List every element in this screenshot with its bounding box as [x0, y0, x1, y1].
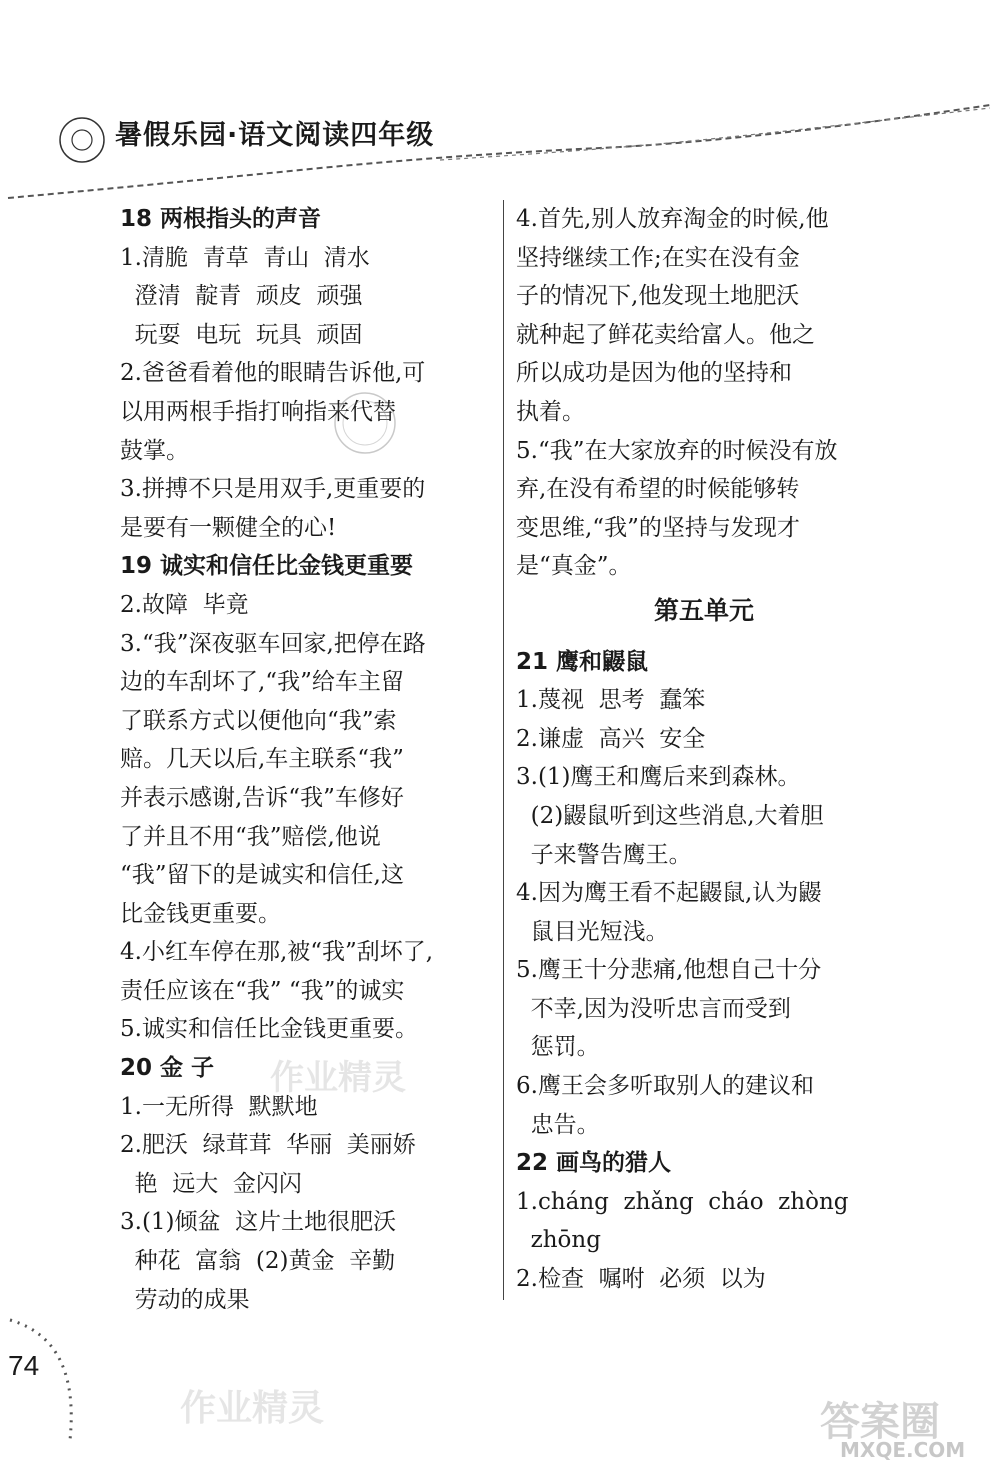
answer-line: 5.鹰王十分悲痛,他想自己十分 [516, 957, 822, 984]
answer-line: 边的车刮坏了,“我”给车主留 [120, 669, 404, 696]
answer-line: 责任应该在“我” “我”的诚实 [120, 977, 405, 1004]
page-header [0, 0, 1000, 210]
answer-line: 弃,在没有希望的时候能够转 [516, 476, 800, 503]
answer-line: 了联系方式以便他向“我”索 [120, 707, 397, 734]
answer-line: 4.首先,别人放弃淘金的时候,他 [516, 206, 829, 232]
answer-line: 1.cháng zhǎng cháo zhòng [516, 1188, 849, 1215]
answer-line: 以用两根手指打响指来代替 [120, 398, 396, 425]
flower-logo-icon [60, 118, 104, 162]
section-heading: 21 鹰和鼹鼠 [516, 648, 649, 675]
answer-line: 1.一无所得 默默地 [120, 1093, 318, 1120]
answer-line: 变思维,“我”的坚持与发现才 [516, 514, 800, 541]
answer-line: 澄清 靛青 顽皮 顽强 [120, 283, 363, 310]
answer-line: 6.鹰王会多听取别人的建议和 [516, 1073, 814, 1100]
page-number: 74 [8, 1350, 40, 1381]
answer-line: 5.“我”在大家放弃的时候没有放 [516, 437, 838, 464]
answer-line: 2.检查 嘱咐 必须 以为 [516, 1266, 766, 1293]
answer-line: 1.蔑视 思考 蠢笨 [516, 687, 706, 714]
answer-line: 就种起了鲜花卖给富人。他之 [516, 321, 815, 348]
answer-line: 5.诚实和信任比金钱更重要。 [120, 1016, 418, 1043]
answer-line: 忠告。 [516, 1111, 600, 1138]
header-decoration [0, 0, 1000, 210]
answer-line: 是“真金”。 [516, 553, 632, 580]
answer-line: 不幸,因为没听忠言而受到 [516, 995, 791, 1022]
watermark-stamp [330, 388, 400, 458]
section-heading: 20 金 子 [120, 1055, 215, 1082]
answer-line: 2.故障 毕竟 [120, 591, 249, 618]
section-heading: 22 画鸟的猎人 [516, 1150, 672, 1177]
answer-line: (2)鼹鼠听到这些消息,大着胆 [516, 802, 824, 829]
watermark-text: MXQE.COM [840, 1438, 966, 1462]
answer-line: 子的情况下,他发现土地肥沃 [516, 283, 800, 310]
column-divider [503, 200, 504, 1300]
answer-line: 子来警告鹰王。 [516, 841, 692, 868]
answer-line: 是要有一颗健全的心! [120, 514, 337, 541]
answer-line: 鼠目光短浅。 [516, 918, 669, 945]
watermark-text: 答案圈 [820, 1399, 940, 1445]
answer-line: “我”留下的是诚实和信任,这 [120, 862, 404, 889]
section-heading: 18 两根指头的声音 [120, 206, 322, 232]
answer-line: 3.(1)鹰王和鹰后来到森林。 [516, 764, 801, 791]
answer-line: 种花 富翁 (2)黄金 辛勤 [120, 1248, 396, 1275]
answer-line: 执着。 [516, 398, 585, 425]
right-column [516, 200, 892, 1299]
answer-line: 4.小红车停在那,被“我”刮坏了, [120, 939, 434, 966]
answer-line: 惩罚。 [516, 1034, 600, 1061]
answer-line: 赔。几天以后,车主联系“我” [120, 746, 404, 773]
answer-line: 4.因为鹰王看不起鼹鼠,认为鼹 [516, 880, 822, 907]
answer-line: 鼓掌。 [120, 437, 189, 464]
section-heading: 19 诚实和信任比金钱更重要 [120, 553, 414, 580]
unit-title: 第五单元 [653, 595, 754, 625]
book-title: 暑假乐园·语文阅读四年级 [115, 120, 435, 151]
answer-line: 玩耍 电玩 玩具 顽固 [120, 321, 363, 348]
answer-line: 2.谦虚 高兴 安全 [516, 725, 706, 752]
answer-line: zhōng [516, 1227, 601, 1254]
watermark-text: 作业精灵 [270, 1058, 406, 1098]
answer-line: 2.肥沃 绿茸茸 华丽 美丽娇 [120, 1132, 416, 1159]
answer-line: 了并且不用“我”赔偿,他说 [120, 823, 381, 850]
answer-line: 1.清脆 青草 青山 清水 [120, 244, 370, 271]
answer-line: 并表示感谢,告诉“我”车修好 [120, 784, 404, 811]
answer-line: 3.(1)倾盆 这片土地很肥沃 [120, 1209, 397, 1236]
left-column [120, 200, 498, 1319]
answer-line: 所以成功是因为他的坚持和 [516, 360, 792, 387]
answer-line: 2.爸爸看着他的眼睛告诉他,可 [120, 360, 426, 387]
answer-line: 3.“我”深夜驱车回家,把停在路 [120, 630, 426, 657]
answer-line: 3.拼搏不只是用双手,更重要的 [120, 476, 426, 503]
watermark-text: 作业精灵 [180, 1388, 325, 1429]
answer-line: 坚持继续工作;在实在没有金 [516, 244, 800, 271]
answer-line: 劳动的成果 [120, 1286, 250, 1313]
answer-line: 比金钱更重要。 [120, 900, 281, 927]
answer-line: 艳 远大 金闪闪 [120, 1170, 302, 1197]
